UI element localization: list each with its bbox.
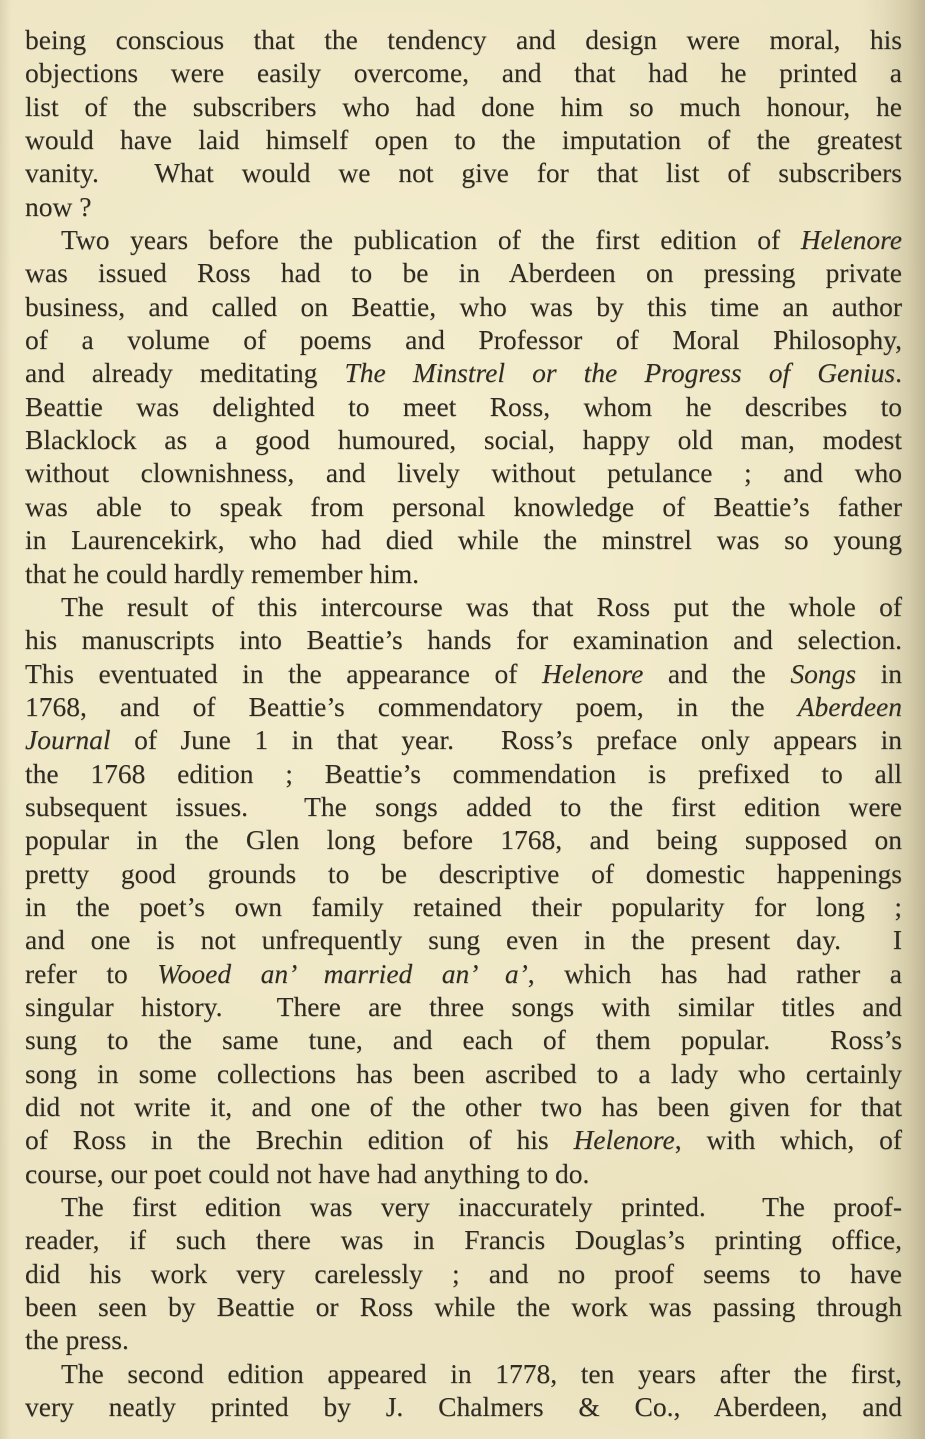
text-line-p2-l11	[25, 557, 902, 590]
text-segment: of a volume of poems and Professor of Moral Philosophy,	[25, 324, 902, 356]
text-line-p3-l15	[25, 1057, 902, 1090]
text-line-p2-l1	[25, 223, 902, 256]
text-line-p1-l3	[25, 90, 902, 123]
text-line-p3-l7	[25, 790, 902, 823]
text-segment: vanity. What would we not give for that list of subscribers	[25, 157, 902, 189]
text-line-p4-l5	[25, 1323, 902, 1356]
text-line-p3-l10	[25, 890, 902, 923]
text-line-p3-l17	[25, 1123, 902, 1156]
text-line-p2-l5	[25, 356, 902, 389]
text-segment: very neatly printed by J. Chalmers & Co., Aberdeen, and	[25, 1391, 902, 1423]
text-segment: objections were easily overcome, and that had he printed a	[25, 57, 902, 89]
text-segment: singular history. There are three songs with similar titles and	[25, 990, 902, 1022]
text-segment: was able to speak from personal knowledge of Beattie’s father	[25, 490, 902, 522]
text-segment: being conscious that the tendency and design were moral, his	[25, 24, 902, 55]
text-line-p3-l5	[25, 723, 902, 756]
text-segment: in	[856, 657, 902, 689]
text-line-p3-l11	[25, 923, 902, 956]
text-segment: refer to	[25, 957, 158, 989]
text-segment: The first edition was very inaccurately printed. The proof-	[61, 1191, 902, 1223]
text-segment: of Ross in the Brechin edition of his	[25, 1124, 574, 1156]
text-segment: that he could hardly remember him.	[25, 557, 420, 589]
text-line-p3-l12	[25, 957, 902, 990]
italic-text-segment: Wooed an’ married an’ a’	[157, 957, 528, 989]
text-line-p3-l2	[25, 623, 902, 656]
text-segment: list of the subscribers who had done him so much honour, he	[25, 90, 902, 122]
italic-text-segment: Journal	[25, 724, 111, 756]
text-segment: was issued Ross had to be in Aberdeen on pressing private	[25, 257, 902, 289]
text-line-p5-l2	[25, 1390, 902, 1423]
text-line-p1-l1	[25, 23, 902, 56]
text-segment: the press.	[25, 1324, 129, 1356]
italic-text-segment: Aberdeen	[797, 690, 902, 722]
text-line-p3-l4	[25, 690, 902, 723]
text-segment: This eventuated in the appearance of	[25, 657, 542, 689]
text-line-p5-l1	[25, 1357, 902, 1390]
text-line-p4-l4	[25, 1290, 902, 1323]
text-segment: business, and called on Beattie, who was by this time an author	[25, 290, 902, 322]
text-segment: did his work very carelessly ; and no proof seems to have	[25, 1257, 902, 1289]
page-text-block	[25, 23, 902, 1423]
text-segment: would have laid himself open to the imputation of the greatest	[25, 124, 902, 156]
text-line-p2-l9	[25, 490, 902, 523]
text-line-p3-l1	[25, 590, 902, 623]
text-segment: his manuscripts into Beattie’s hands for examination and selection.	[25, 624, 902, 656]
text-segment: now ?	[25, 190, 92, 222]
text-segment: been seen by Beattie or Ross while the work was passing through	[25, 1291, 902, 1323]
text-line-p3-l3	[25, 657, 902, 690]
text-segment: and already meditating	[25, 357, 345, 389]
text-segment: 1768, and of Beattie’s commendatory poem, in the	[25, 690, 798, 722]
text-line-p2-l2	[25, 256, 902, 289]
text-line-p3-l14	[25, 1023, 902, 1056]
text-segment: in Laurencekirk, who had died while the minstrel was so young	[25, 524, 902, 556]
text-segment: Blacklock as a good humoured, social, happy old man, modest	[25, 424, 902, 456]
text-segment: subsequent issues. The songs added to the first edition were	[25, 790, 902, 822]
text-line-p4-l2	[25, 1223, 902, 1256]
text-segment: of June 1 in that year. Ross’s preface only appears in	[110, 724, 902, 756]
text-line-p3-l18	[25, 1157, 902, 1190]
italic-text-segment: Helenore	[541, 657, 644, 689]
text-line-p4-l3	[25, 1257, 902, 1290]
text-line-p3-l13	[25, 990, 902, 1023]
text-segment: pretty good grounds to be descriptive of domestic happenings	[25, 857, 902, 889]
italic-text-segment: The Minstrel or the Progress of Genius	[344, 357, 896, 389]
text-segment: Beattie was delighted to meet Ross, whom he describes to	[25, 390, 902, 422]
text-segment: in the poet’s own family retained their popularity for long ;	[25, 890, 902, 922]
text-line-p3-l9	[25, 857, 902, 890]
text-segment: and the	[643, 657, 791, 689]
text-line-p3-l16	[25, 1090, 902, 1123]
text-segment: Two years before the publication of the first edition of	[61, 224, 801, 256]
text-line-p2-l4	[25, 323, 902, 356]
text-line-p1-l5	[25, 156, 902, 189]
text-line-p2-l8	[25, 456, 902, 489]
italic-text-segment: Helenore	[573, 1124, 675, 1156]
text-line-p1-l6	[25, 190, 902, 223]
text-line-p3-l8	[25, 823, 902, 856]
text-line-p1-l2	[25, 56, 902, 89]
text-segment: The result of this intercourse was that Ross put the whole of	[61, 590, 902, 622]
text-segment: did not write it, and one of the other two has been given for that	[25, 1091, 902, 1122]
text-segment: .	[895, 357, 902, 389]
text-line-p4-l1	[25, 1190, 902, 1223]
text-segment: without clownishness, and lively without petulance ; and who	[25, 457, 902, 489]
text-line-p2-l3	[25, 290, 902, 323]
text-segment: The second edition appeared in 1778, ten years after the first,	[61, 1357, 902, 1389]
text-segment: , with which, of	[674, 1124, 902, 1156]
text-line-p2-l7	[25, 423, 902, 456]
text-segment: course, our poet could not have had anything to do.	[25, 1157, 590, 1189]
italic-text-segment: Helenore	[800, 224, 902, 256]
italic-text-segment: Songs	[790, 657, 857, 689]
text-segment: , which has had rather a	[527, 957, 902, 989]
text-segment: the 1768 edition ; Beattie’s commendation is prefixed to all	[25, 757, 902, 789]
text-segment: and one is not unfrequently sung even in the present day. I	[25, 924, 902, 956]
text-line-p2-l6	[25, 390, 902, 423]
text-segment: song in some collections has been ascribed to a lady who certainly	[25, 1057, 902, 1089]
text-segment: sung to the same tune, and each of them popular. Ross’s	[25, 1024, 902, 1056]
text-line-p2-l10	[25, 523, 902, 556]
text-segment: reader, if such there was in Francis Douglas’s printing office,	[25, 1224, 902, 1256]
text-segment: popular in the Glen long before 1768, and being supposed on	[25, 824, 902, 856]
text-line-p3-l6	[25, 757, 902, 790]
text-line-p1-l4	[25, 123, 902, 156]
